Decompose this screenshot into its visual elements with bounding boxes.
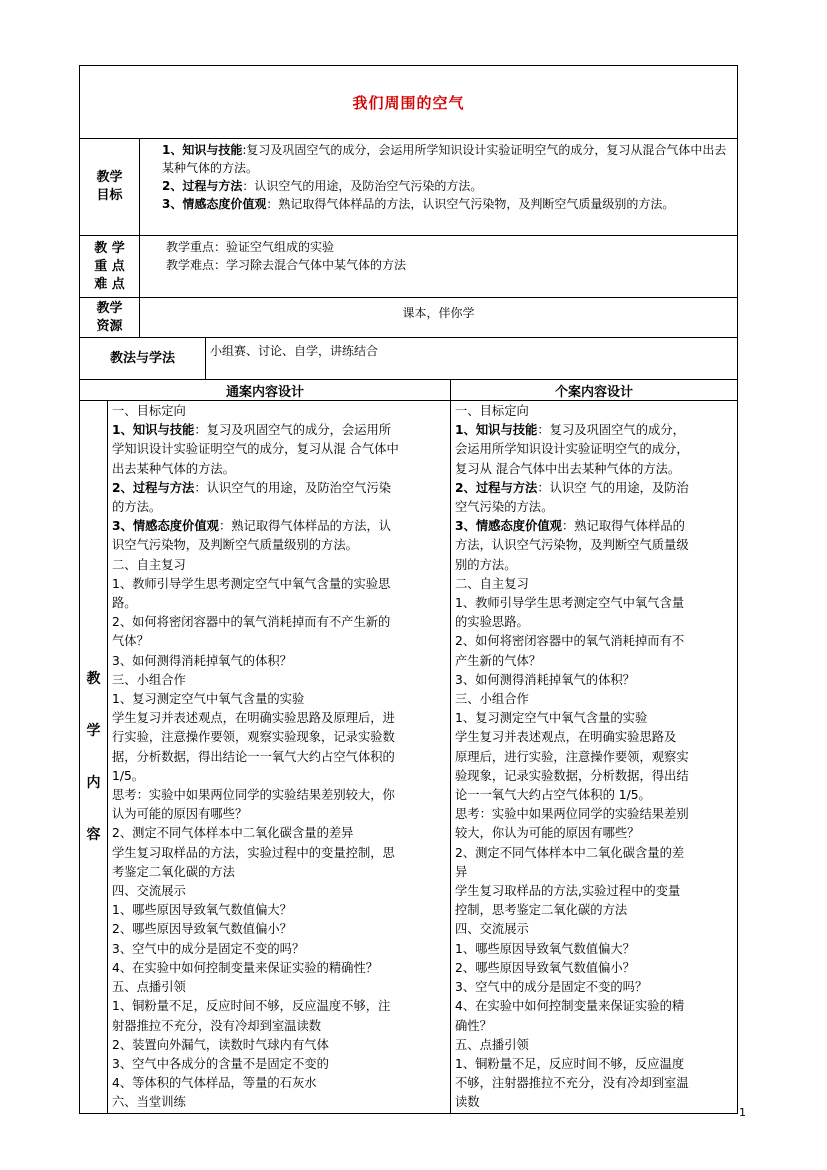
text-line: 出去某种气体的方法。: [112, 461, 235, 476]
objectives-row: [80, 139, 738, 236]
text-line: 4、等体积的气体样品，等量的石灰水: [112, 1076, 317, 1091]
text-line: 二、自主复习: [455, 576, 529, 591]
resources-label: 教学 资源: [80, 298, 140, 338]
right-column-header: 个案内容设计: [451, 380, 738, 401]
text-line: 射器推拉不充分，没有冷却到室温读数: [112, 1018, 322, 1033]
text-line: 3、空气中的成分是固定不变的吗？: [455, 980, 648, 995]
bold-heading: 3、情感态度价值观: [455, 519, 562, 534]
text-line: 空气污染的方法。: [455, 500, 554, 515]
text-line: 1/5。: [112, 768, 145, 783]
text-line: 1、复习测定空气中氧气含量的实验: [455, 711, 648, 726]
text-line: 会运用所学知识设计实验证明空气的成分，: [455, 442, 689, 457]
text-line: 3、如何测得消耗掉氧气的体积？: [112, 653, 292, 668]
column-header-row: [80, 380, 738, 401]
text-line: 3、如何测得消耗掉氧气的体积？: [455, 672, 635, 687]
text-line: 4、在实验中如何控制变量来保证实验的精确性？: [112, 960, 379, 975]
left-column-header: 通案内容设计: [80, 380, 451, 401]
text-line: 方法，认识空气污染物，及判断空气质量级: [455, 538, 689, 553]
bold-heading: 1、知识与技能: [112, 423, 195, 438]
text-line: 1、复习测定空气中氧气含量的实验: [112, 692, 305, 707]
text-line: 2、测定不同气体样本中二氧化碳含量的差: [455, 845, 685, 860]
text-line: 三、小组合作: [112, 672, 186, 687]
methods-label: 教法与学法: [80, 338, 206, 380]
text-line: 1、哪些原因导致氧气数值偏大？: [455, 941, 635, 956]
resources-content: 课本，伴你学: [140, 298, 738, 338]
keypoints-content: 教学重点：验证空气组成的实验 教学难点：学习除去混合气体中某气体的方法: [140, 236, 738, 298]
text-line: 3、空气中的成分是固定不变的吗？: [112, 941, 305, 956]
right-column-content: [451, 401, 738, 1114]
page-title: 我们周围的空气: [352, 93, 465, 112]
keypoints-label: 教 学 重 点 难 点: [80, 236, 140, 298]
text-line: 路。: [112, 596, 137, 611]
text-line: 学生复习取样品的方法，实验过程中的变量控制，思: [112, 845, 395, 860]
text-line: 的方法。: [112, 500, 162, 515]
text-line: 原理后，进行实验，注意操作要领，观察实: [455, 749, 689, 764]
line-text: ：复习及巩固空气的成分，: [537, 423, 685, 438]
text-line: 4、在实验中如何控制变量来保证实验的精: [455, 999, 685, 1014]
bold-heading: 2、过程与方法: [112, 480, 195, 495]
text-line: 2、如何将密闭容器中的氧气消耗掉而有不: [455, 634, 685, 649]
text-line: 学生复习取样品的方法,实验过程中的变量: [455, 884, 681, 899]
text-line: 2、哪些原因导致氧气数值偏小？: [112, 922, 292, 937]
text-line: 1、铜粉量不足，反应时间不够，反应温度不够，注: [112, 999, 391, 1014]
bold-heading: 2、过程与方法: [455, 480, 538, 495]
text-line: 2、如何将密闭容器中的氧气消耗掉而有不产生新的: [112, 615, 391, 630]
left-column-content: [108, 401, 451, 1114]
line-text: ：认识空气的用途，及防治空气污染: [194, 480, 392, 495]
text-line: 三、小组合作: [455, 692, 529, 707]
text-line: 读数: [455, 1095, 480, 1110]
text-line: 思考：实验中如果两位同学的实验结果差别: [455, 807, 689, 822]
text-line: 复习从 混合气体中出去某种气体的方法。: [455, 461, 681, 476]
side-char: 内: [86, 774, 101, 791]
text-line: 的实验思路。: [455, 615, 529, 630]
line-text: ：复习及巩固空气的成分，会运用所: [194, 423, 392, 438]
text-line: 一、目标定向: [455, 404, 529, 418]
text-line: [455, 479, 733, 498]
text-line: 五、点播引领: [455, 1037, 529, 1052]
bold-heading: 3、情感态度价值观: [112, 519, 219, 534]
title-row: [80, 66, 738, 139]
text-line: 学知识设计实验证明空气的成分，复习从混 合气体中: [112, 442, 399, 457]
text-line: 认为可能的原因有哪些？: [112, 807, 248, 822]
objectives-label: 教学 目标: [80, 139, 140, 236]
text-line: 2、装置向外漏气，读数时气球内有气体: [112, 1037, 329, 1052]
text-line: 学生复习并表述观点，在明确实验思路及原理后，进: [112, 711, 395, 726]
text-line: [455, 517, 733, 536]
text-line: 1、教师引导学生思考测定空气中氧气含量: [455, 596, 685, 611]
side-char: 容: [86, 826, 101, 843]
text-line: 不够，注射器推拉不充分，没有冷却到室温: [455, 1076, 689, 1091]
text-line: 别的方法。: [455, 557, 517, 572]
text-line: 较大，你认为可能的原因有哪些？: [455, 826, 640, 841]
text-line: [112, 517, 446, 536]
line-text: ：认识空 气的用途，及防治: [537, 480, 689, 495]
text-line: 3、空气中各成分的含量不是固定不变的: [112, 1056, 329, 1071]
text-line: 1、铜粉量不足，反应时间不够，反应温度: [455, 1056, 685, 1071]
objectives-content: 1、知识与技能:复习及巩固空气的成分，会运用所学知识设计实验证明空气的成分，复习从混合气体中出去某种气体的方法。 2、过程与方法：认识空气的用途，及防治空气污染的方法。 3、情感态度价值观：熟记取得气体样品的方法，认识空气污染物，及判断空气质量级别的方法。: [140, 139, 738, 236]
text-line: 气体？: [112, 634, 149, 649]
text-line: 2、测定不同气体样本中二氧化碳含量的差异: [112, 826, 354, 841]
text-line: 产生新的气体？: [455, 653, 542, 668]
line-text: ：熟记取得气体样品的方法，认: [218, 519, 392, 534]
text-line: [455, 421, 733, 440]
text-line: 四、交流展示: [112, 884, 186, 899]
methods-content: 小组赛、讨论、自学，讲练结合: [206, 338, 738, 380]
text-line: 二、自主复习: [112, 557, 186, 572]
text-line: [112, 421, 446, 440]
text-line: 思考：实验中如果两位同学的实验结果差别较大，你: [112, 788, 395, 803]
text-line: [112, 479, 446, 498]
text-line: 四、交流展示: [455, 922, 529, 937]
side-label: [80, 401, 108, 1114]
page-number: 1: [739, 1106, 746, 1119]
bold-heading: 1、知识与技能: [455, 423, 538, 438]
text-line: 确性？: [455, 1018, 492, 1033]
resources-row: [80, 298, 738, 338]
text-line: 考鉴定二氧化碳的方法: [112, 864, 235, 879]
text-line: 1、教师引导学生思考测定空气中氧气含量的实验思: [112, 576, 391, 591]
text-line: 控制，思考鉴定二氧化碳的方法: [455, 903, 628, 918]
text-line: 六、当堂训练: [112, 1095, 186, 1110]
text-line: 1、哪些原因导致氧气数值偏大？: [112, 903, 292, 918]
text-line: 异: [455, 864, 468, 879]
text-line: 验现象，记录实验数据，分析数据，得出结: [455, 768, 689, 783]
text-line: 一、目标定向: [112, 404, 186, 418]
text-line: 2、哪些原因导致氧气数值偏小？: [455, 960, 635, 975]
lesson-plan-table: [79, 65, 738, 1114]
side-char: 学: [86, 722, 101, 739]
text-line: 行实验，注意操作要领，观察实验现象，记录实验数: [112, 730, 395, 745]
content-row: [80, 401, 738, 1114]
text-line: 五、点播引领: [112, 980, 186, 995]
text-line: 学生复习并表述观点，在明确实验思路及: [455, 730, 677, 745]
text-line: 据，分析数据，得出结论一一氧气大约占空气体积的: [112, 749, 395, 764]
methods-row: [80, 338, 738, 380]
line-text: ：熟记取得气体样品的: [561, 519, 685, 534]
side-char: 教: [86, 670, 101, 687]
keypoints-row: [80, 236, 738, 298]
text-line: 论一一氧气大约占空气体积的 1/5。: [455, 788, 651, 803]
text-line: 识空气污染物，及判断空气质量级别的方法。: [112, 538, 358, 553]
